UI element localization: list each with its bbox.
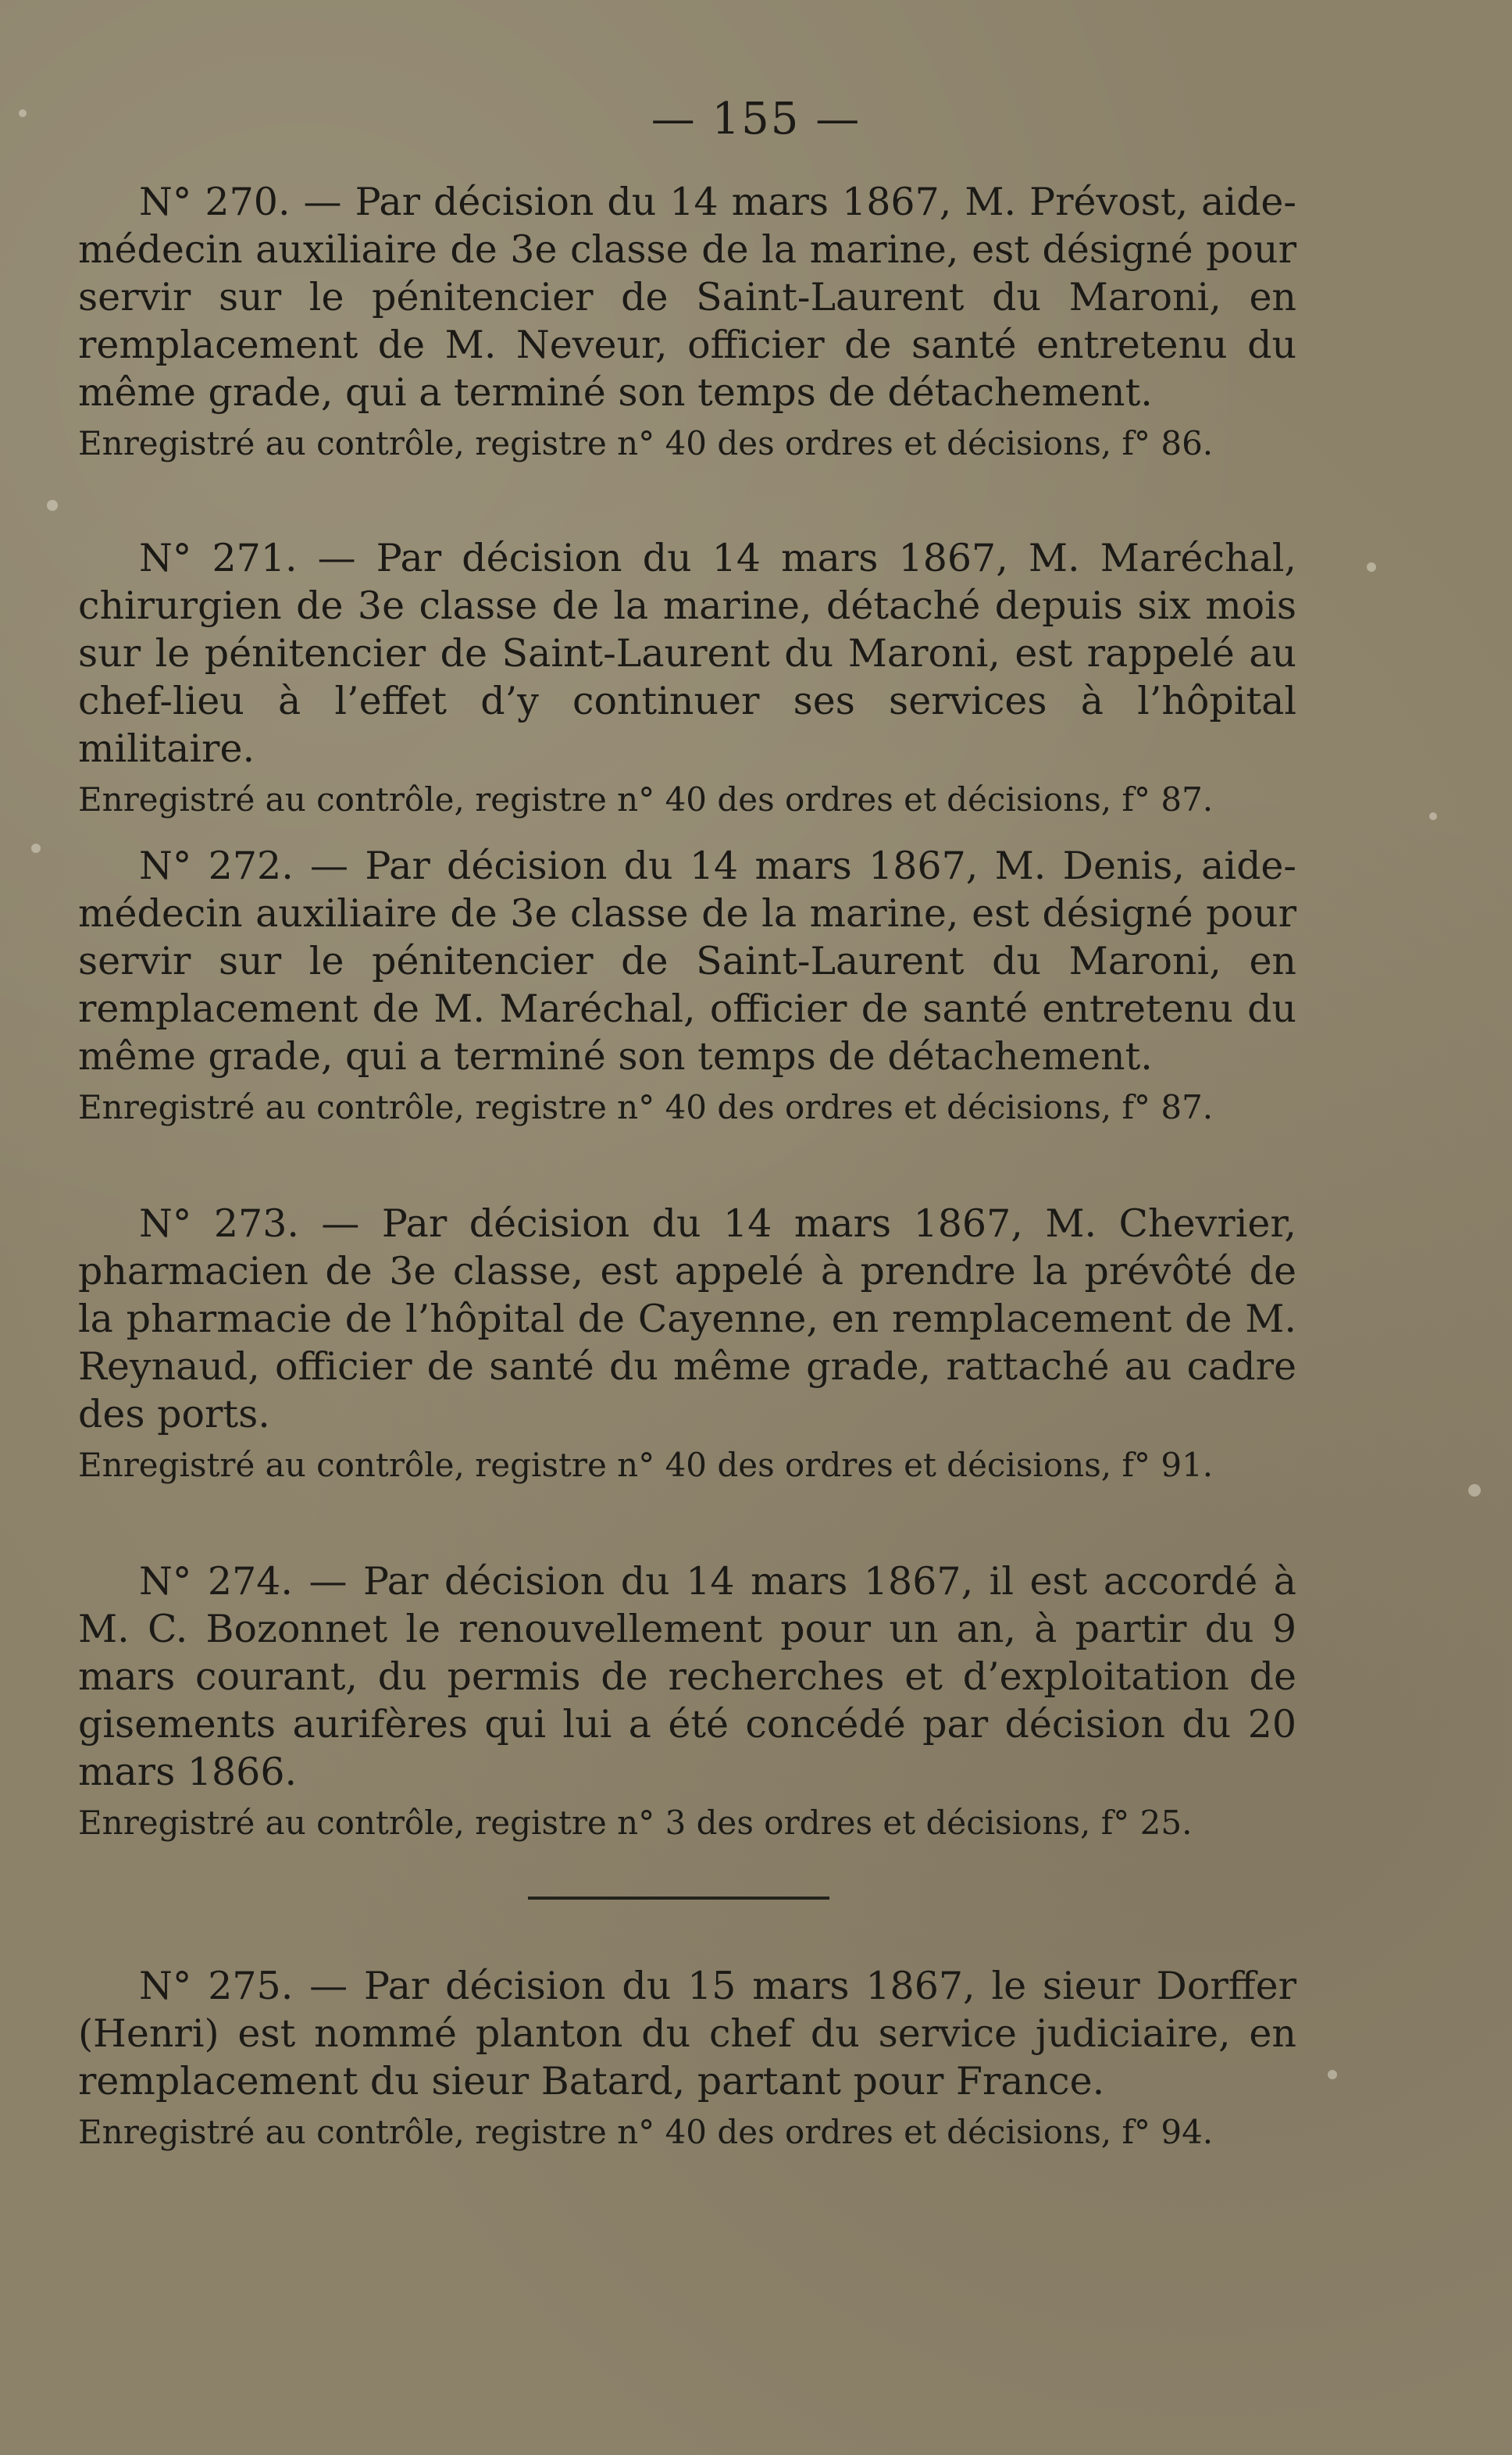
entry-text: N° 275. — Par décision du 15 mars 1867, le sieur Dorffer (Henri) est nommé planton du chef du service judiciaire, en remplacement du sieur Batard, partant pour France. [78, 1964, 1296, 2104]
paper-speck [1429, 812, 1437, 820]
entry-register: Enregistré au contrôle, registre n° 3 des ordres et décisions, f° 25. [78, 1804, 1193, 1842]
entry-270 [78, 178, 1296, 465]
entry-272 [78, 842, 1296, 1129]
entry-text: N° 272. — Par décision du 14 mars 1867, M. Denis, aide-médecin auxiliaire de 3e classe de la marine, est désigné pour servir sur le pénitencier de Saint-Laurent du Maroni, en remplacement de M. Maréchal, officier de santé entretenu du même grade, qui a terminé son temps de détachement. [78, 844, 1296, 1079]
section-divider-rule [528, 1897, 829, 1900]
paper-speck [31, 844, 41, 853]
entry-register: Enregistré au contrôle, registre n° 40 des ordres et décisions, f° 86. [78, 424, 1214, 462]
entry-text: N° 271. — Par décision du 14 mars 1867, M. Maréchal, chirurgien de 3e classe de la marine, détaché depuis six mois sur le pénitencier de Saint-Laurent du Maroni, est rappelé au chef-lieu à l’effet d’y continuer ses services à l’hôpital militaire. [78, 536, 1296, 771]
entry-275 [78, 1962, 1296, 2153]
entry-text: N° 274. — Par décision du 14 mars 1867, il est accordé à M. C. Bozonnet le renouvellement pour un an, à partir du 9 mars courant, du permis de recherches et d’exploitation de gisements aurifères qui lui a été concédé par décision du 20 mars 1866. [78, 1559, 1296, 1794]
entry-register: Enregistré au contrôle, registre n° 40 des ordres et décisions, f° 87. [78, 1088, 1214, 1126]
paper-speck [1468, 1484, 1481, 1497]
entry-text: N° 273. — Par décision du 14 mars 1867, M. Chevrier, pharmacien de 3e classe, est appelé à prendre la prévôté de la pharmacie de l’hôpital de Cayenne, en remplacement de M. Reynaud, officier de santé du même grade, rattaché au cadre des ports. [78, 1201, 1296, 1436]
entry-register: Enregistré au contrôle, registre n° 40 des ordres et décisions, f° 94. [78, 2113, 1214, 2151]
entry-271 [78, 534, 1296, 821]
page-number: — 155 — [651, 94, 861, 145]
entry-274 [78, 1558, 1296, 1844]
entry-text: N° 270. — Par décision du 14 mars 1867, M. Prévost, aide-médecin auxiliaire de 3e classe de la marine, est désigné pour servir sur le pénitencier de Saint-Laurent du Maroni, en remplacement de M. Neveur, officier de santé entretenu du même grade, qui a terminé son temps de détachement. [78, 180, 1296, 415]
entry-register: Enregistré au contrôle, registre n° 40 des ordres et décisions, f° 91. [78, 1446, 1214, 1484]
paper-speck [47, 500, 58, 511]
paper-speck [1328, 2070, 1337, 2079]
entry-273 [78, 1200, 1296, 1486]
paper-speck [1367, 562, 1376, 572]
entry-register: Enregistré au contrôle, registre n° 40 des ordres et décisions, f° 87. [78, 780, 1214, 819]
